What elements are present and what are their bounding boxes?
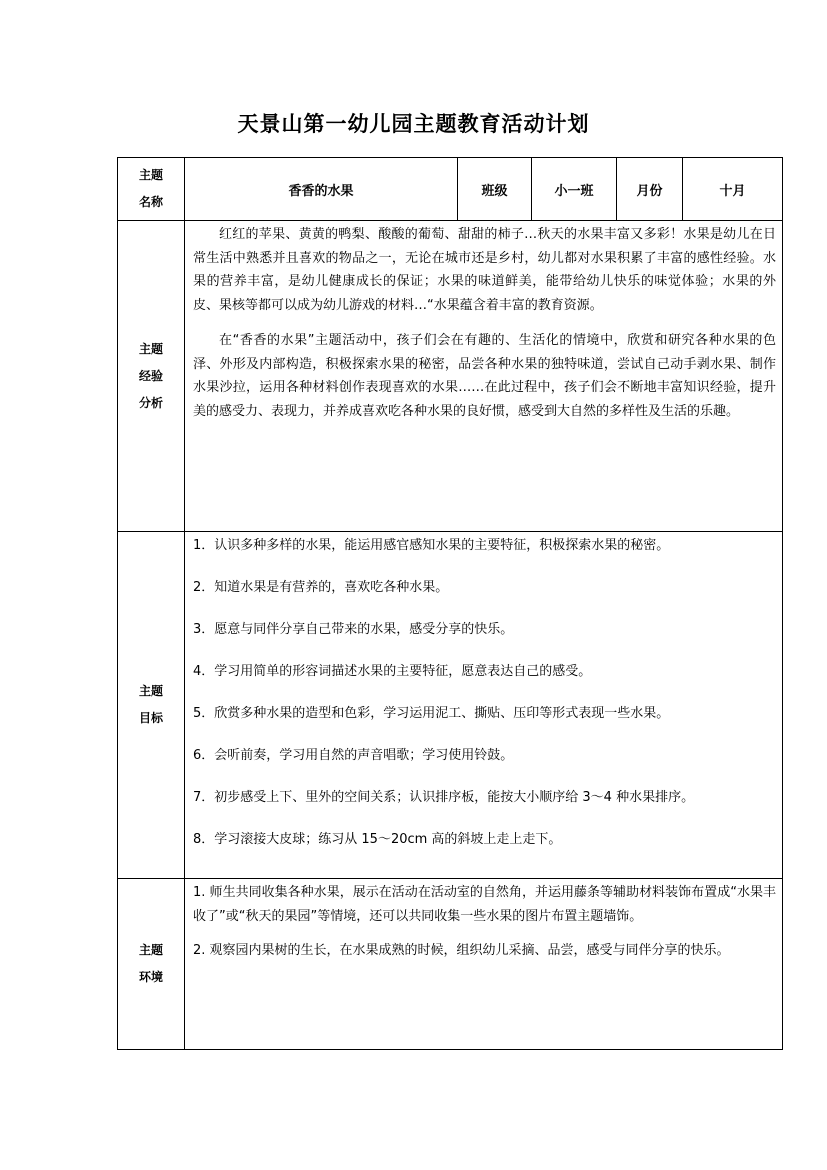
header-row <box>118 158 783 221</box>
analysis-row <box>118 221 783 532</box>
goal-item: 1．认识多种多样的水果，能运用感官感知水果的主要特征，积极探索水果的秘密。 <box>193 538 670 553</box>
month-value: 十月 <box>683 158 783 221</box>
goal-item: 3．愿意与同伴分享自己带来的水果，感受分享的快乐。 <box>193 622 514 637</box>
goal-item: 5．欣赏多种水果的造型和色彩，学习运用泥工、撕贴、压印等形式表现一些水果。 <box>193 706 670 721</box>
environment-label: 主题 环境 <box>118 879 185 1050</box>
theme-name-value: 香香的水果 <box>185 158 458 221</box>
analysis-paragraph: 红红的苹果、黄黄的鸭梨、酸酸的葡萄、甜甜的柿子…秋天的水果丰富又多彩！水果是幼儿在日常生活中熟悉并且喜欢的物品之一，无论在城市还是乡村，幼儿都对水果积累了丰富的感性经验。水果的营养丰富，是幼儿健康成长的保证；水果的味道鲜美，能带给幼儿快乐的味觉体验；水果的外皮、果核等都可以成为幼儿游戏的材料…“水果蕴含着丰富的教育资源。 <box>193 227 776 313</box>
document-title: 天景山第一幼儿园主题教育活动计划 <box>237 111 590 136</box>
analysis-label: 主题 经验 分析 <box>118 221 185 532</box>
analysis-paragraph: 在“香香的水果”主题活动中，孩子们会在有趣的、生活化的情境中，欣赏和研究各种水果的色泽、外形及内部构造，积极探索水果的秘密，品尝各种水果的独特味道，尝试自己动手剥水果、制作水果沙拉，运用各种材料创作表现喜欢的水果……在此过程中，孩子们会不断地丰富知识经验，提升美的感受力、表现力，并养成喜欢吃各种水果的良好惯，感受到大自然的多样性及生活的乐趣。 <box>193 333 776 419</box>
goal-item: 2．知道水果是有营养的，喜欢吃各种水果。 <box>193 580 449 595</box>
goal-item: 7．初步感受上下、里外的空间关系；认识排序板，能按大小顺序给 3～4 种水果排序。 <box>193 790 695 805</box>
environment-row <box>118 879 783 1050</box>
goals-label: 主题 目标 <box>118 532 185 879</box>
class-value: 小一班 <box>532 158 617 221</box>
environment-item: 1. 师生共同收集各种水果，展示在活动在活动室的自然角，并运用藤条等辅助材料装饰布置成“水果丰收了”或“秋天的果园”等情境，还可以共同收集一些水果的图片布置主题墙饰。 <box>193 885 776 924</box>
environment-content <box>185 879 783 1050</box>
analysis-content <box>185 221 783 532</box>
goals-content <box>185 532 783 879</box>
theme-name-label: 主题 名称 <box>118 158 185 221</box>
environment-item: 2. 观察园内果树的生长，在水果成熟的时候，组织幼儿采摘、品尝，感受与同伴分享的快乐。 <box>193 943 730 958</box>
month-label: 月份 <box>617 158 683 221</box>
goals-row <box>118 532 783 879</box>
class-label: 班级 <box>458 158 532 221</box>
goal-item: 4．学习用简单的形容词描述水果的主要特征，愿意表达自己的感受。 <box>193 664 592 679</box>
goal-item: 8．学习滚接大皮球；练习从 15～20cm 高的斜坡上走上走下。 <box>193 832 562 847</box>
activity-plan-table <box>117 157 783 1050</box>
goal-item: 6．会听前奏，学习用自然的声音唱歌；学习使用铃鼓。 <box>193 748 514 763</box>
